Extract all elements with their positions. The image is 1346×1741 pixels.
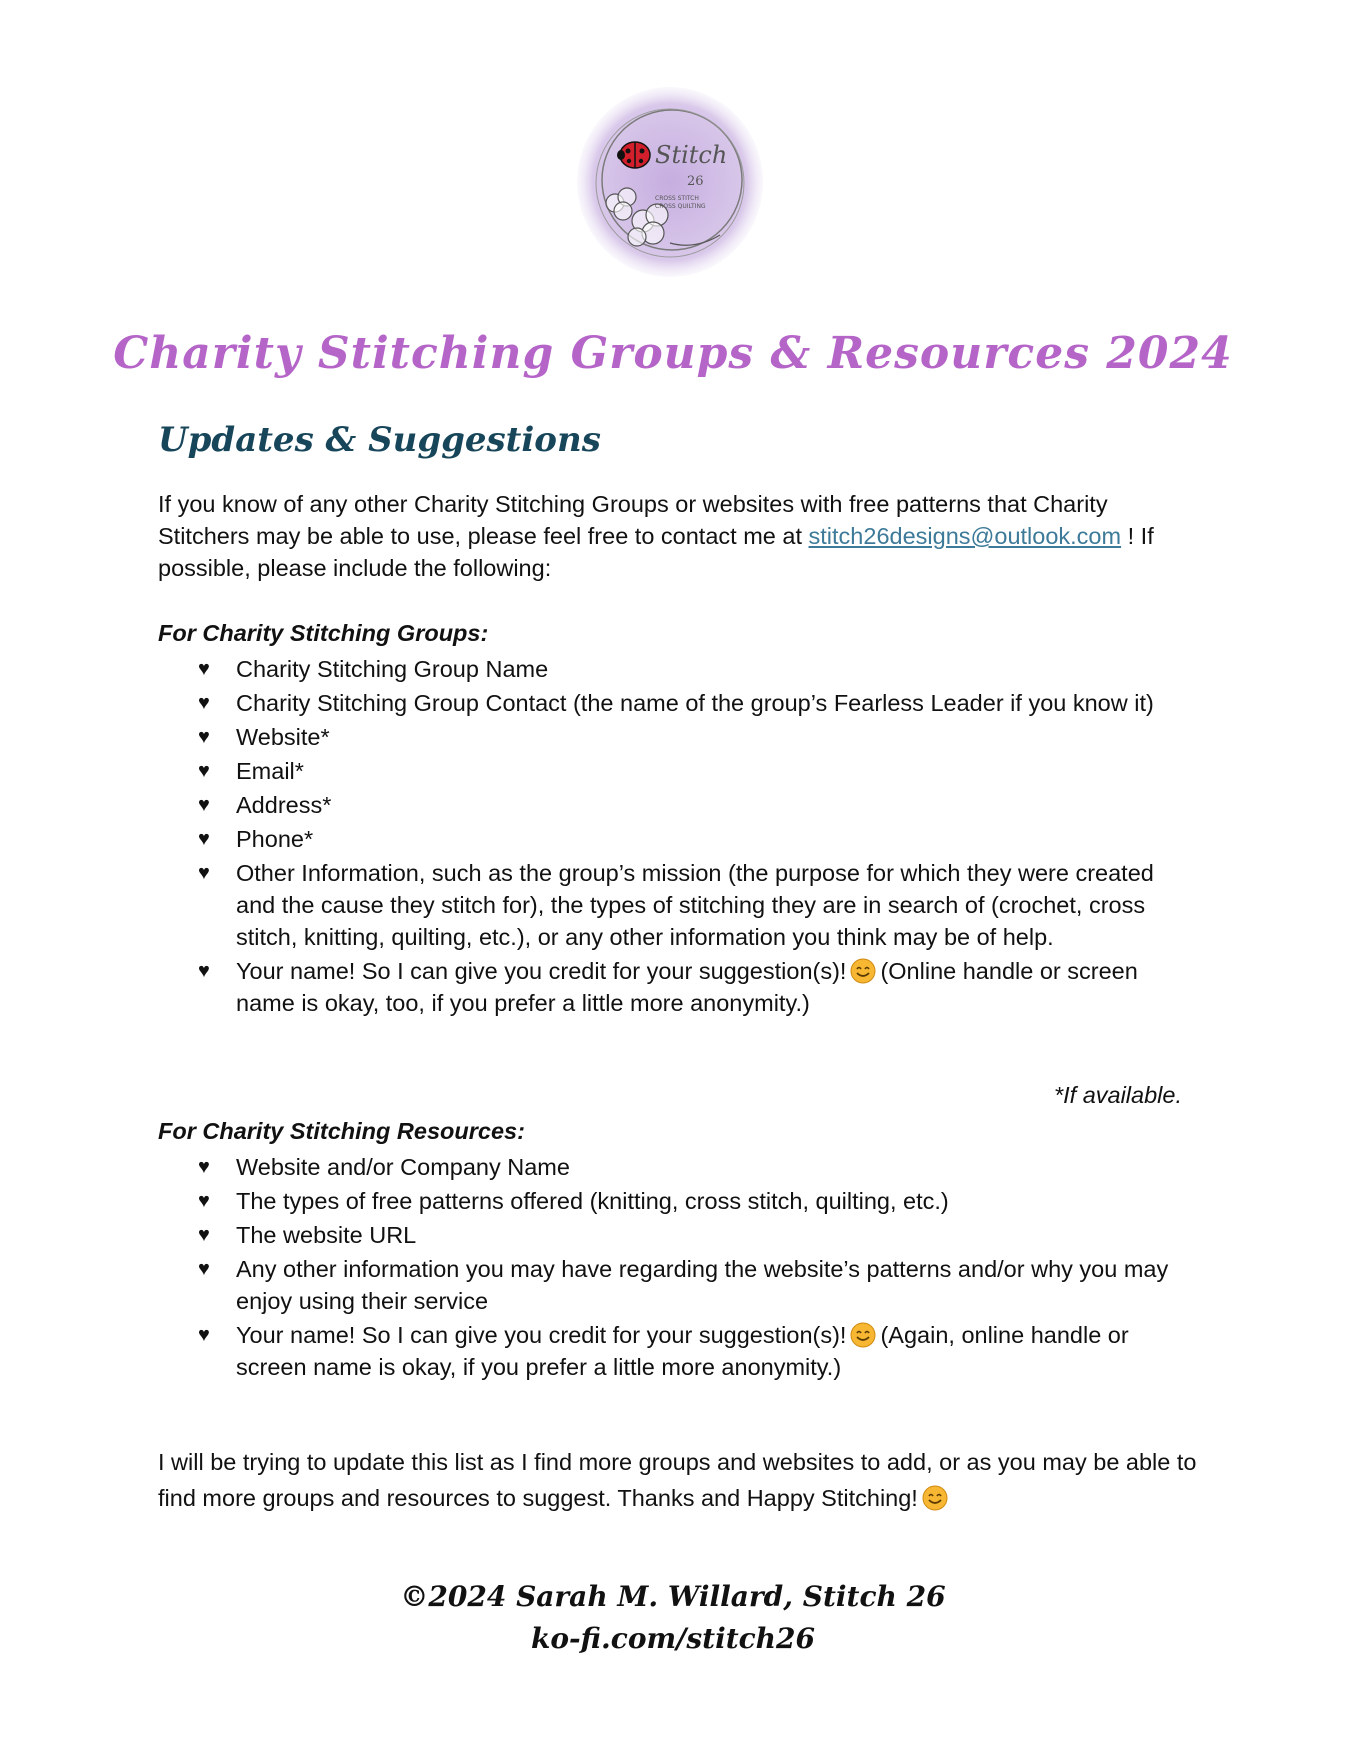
heart-icon: ♥: [198, 726, 210, 748]
heart-icon: ♥: [198, 960, 210, 982]
heart-icon: ♥: [198, 828, 210, 850]
logo: [575, 85, 765, 280]
list-item-text: Email*: [236, 758, 304, 784]
heart-icon: ♥: [198, 1190, 210, 1212]
heart-icon: ♥: [198, 1324, 210, 1346]
heart-icon: ♥: [198, 658, 210, 680]
closing-text: I will be trying to update this list as I find more groups and websites to add, or as you may be able to find more groups and resources to suggest. Thanks and Happy Stitching!: [158, 1449, 1197, 1511]
intro-paragraph: [158, 488, 1198, 584]
list-item: [158, 721, 1198, 753]
list-item: [158, 1151, 1198, 1183]
logo-tagline: CROSS STITCH: [655, 195, 699, 202]
footer-url[interactable]: ko-fi.com/stitch26: [530, 1622, 816, 1655]
list-item-text: (Online handle or screen name is okay, too, if you prefer a little more anonymity.): [236, 958, 1138, 1016]
list-item: [158, 789, 1198, 821]
resources-heading: For Charity Stitching Resources:: [158, 1118, 525, 1144]
email-link[interactable]: stitch26designs@outlook.com: [808, 523, 1122, 549]
logo-number: 26: [687, 174, 704, 189]
section-heading: Updates & Suggestions: [158, 420, 601, 460]
heart-icon: ♥: [198, 692, 210, 714]
list-item-text: Your name! So I can give you credit for your suggestion(s)!: [236, 958, 847, 984]
logo-brand: Stitch: [655, 141, 728, 169]
list-item-text: Website and/or Company Name: [236, 1154, 570, 1180]
list-item-text: The types of free patterns offered (knitting, cross stitch, quilting, etc.): [236, 1188, 949, 1214]
list-item: [158, 955, 1198, 1019]
heart-icon: ♥: [198, 794, 210, 816]
list-item: [158, 653, 1198, 685]
list-item-text: Charity Stitching Group Name: [236, 656, 549, 682]
list-item: [158, 857, 1198, 953]
heart-icon: ♥: [198, 1156, 210, 1178]
list-item-text: Phone*: [236, 826, 314, 852]
list-item-text: Address*: [236, 792, 332, 818]
list-item-text: Website*: [236, 724, 330, 750]
closing-paragraph: [158, 1444, 1198, 1516]
list-item-text: Other Information, such as the group’s mission (the purpose for which they were created and the cause they stitch for), the types of stitching they are in search of (crochet, cross stitch, knitting, quilting, etc.), or any other information you think may be of help.: [236, 860, 1154, 950]
heart-icon: ♥: [198, 862, 210, 884]
list-item-text: Charity Stitching Group Contact (the name of the group’s Fearless Leader if you know it): [236, 690, 1154, 716]
resources-list: [158, 1151, 1198, 1385]
list-item-text: Any other information you may have regarding the website’s patterns and/or why you may enjoy using their service: [236, 1256, 1169, 1314]
intro-text-after: ! If possible, please include the following:: [158, 523, 1154, 581]
list-item: [158, 1185, 1198, 1217]
groups-heading: For Charity Stitching Groups:: [158, 620, 489, 646]
list-item: [158, 1319, 1198, 1383]
heart-icon: ♥: [198, 760, 210, 782]
list-item: [158, 823, 1198, 855]
list-item: [158, 1253, 1198, 1317]
logo-tagline: CROSS QUILTING: [655, 203, 706, 210]
list-item: [158, 755, 1198, 787]
intro-text: If you know of any other Charity Stitching Groups or websites with free patterns that Charity Stitchers may be able to use, please feel free to contact me at: [158, 491, 1108, 549]
footer-copyright: ©2024 Sarah M. Willard, Stitch 26: [400, 1580, 946, 1613]
page-title: Charity Stitching Groups & Resources 2024: [113, 328, 1233, 379]
list-item: [158, 687, 1198, 719]
smiling-face-icon: [850, 958, 876, 984]
groups-list: [158, 653, 1198, 1021]
heart-icon: ♥: [198, 1224, 210, 1246]
smiling-face-icon: [850, 1322, 876, 1348]
list-item-text: Your name! So I can give you credit for your suggestion(s)!: [236, 1322, 847, 1348]
list-item-text: (Again, online handle or screen name is okay, if you prefer a little more anonymity.): [236, 1322, 1129, 1380]
list-item: [158, 1219, 1198, 1251]
list-item-text: The website URL: [236, 1222, 417, 1248]
availability-note: *If available.: [1053, 1082, 1182, 1108]
smiling-face-icon: [922, 1485, 948, 1511]
heart-icon: ♥: [198, 1258, 210, 1280]
